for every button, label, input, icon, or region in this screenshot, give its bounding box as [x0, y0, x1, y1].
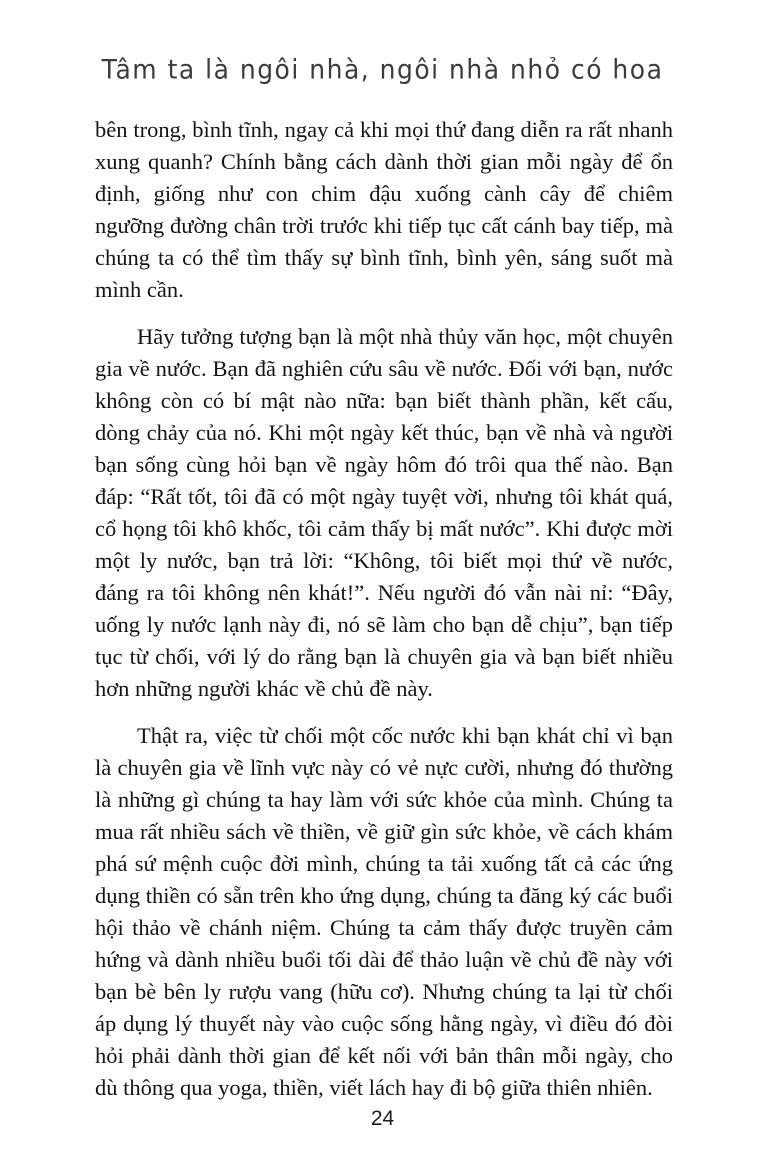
paragraph-1: bên trong, bình tĩnh, ngay cả khi mọi thứ đang diễn ra rất nhanh xung quanh? Chính bằng cách dành thời gian mỗi ngày để ổn định, giống như con chim đậu xuống cành cây để chiêm ngưỡng đường chân trời trước khi tiếp tục cất cánh bay tiếp, mà chúng ta có thể tìm thấy sự bình tĩnh, bình yên, sáng suốt mà mình cần.: [95, 117, 673, 302]
paragraph-3: Thật ra, việc từ chối một cốc nước khi bạn khát chỉ vì bạn là chuyên gia về lĩnh vực này có vẻ nực cười, nhưng đó thường là những gì chúng ta hay làm với sức khỏe của mình. Chúng ta mua rất nhiều sách về thiền, về giữ gìn sức khỏe, về cách khám phá sứ mệnh cuộc đời mình, chúng ta tải xuống tất cả các ứng dụng thiền có sẵn trên kho ứng dụng, chúng ta đăng ký các buổi hội thảo về chánh niệm. Chúng ta cảm thấy được truyền cảm hứng và dành nhiều buổi tối dài để thảo luận về chủ đề này với bạn bè bên ly rượu vang (hữu cơ). Nhưng chúng ta lại từ chối áp dụng lý thuyết này vào cuộc sống hằng ngày, vì điều đó đòi hỏi phải dành thời gian để kết nối với bản thân mỗi ngày, cho dù thông qua yoga, thiền, viết lách hay đi bộ giữa thiên nhiên.: [95, 723, 673, 1100]
body-text: [95, 114, 673, 1119]
page-number: 24: [370, 1107, 395, 1130]
paragraph-2: Hãy tưởng tượng bạn là một nhà thủy văn học, một chuyên gia về nước. Bạn đã nghiên cứu sâu về nước. Đối với bạn, nước không còn có bí mật nào nữa: bạn biết thành phần, kết cấu, dòng chảy của nó. Khi một ngày kết thúc, bạn về nhà và người bạn sống cùng hỏi bạn về ngày hôm đó trôi qua thế nào. Bạn đáp: “Rất tốt, tôi đã có một ngày tuyệt vời, nhưng tôi khát quá, cổ họng tôi khô khốc, tôi cảm thấy bị mất nước”. Khi được mời một ly nước, bạn trả lời: “Không, tôi biết mọi thứ về nước, đáng ra tôi không nên khát!”. Nếu người đó vẫn nài nỉ: “Đây, uống ly nước lạnh này đi, nó sẽ làm cho bạn dễ chịu”, bạn tiếp tục từ chối, với lý do rằng bạn là chuyên gia và bạn biết nhiều hơn những người khác về chủ đề này.: [95, 324, 673, 701]
running-head: Tâm ta là ngôi nhà, ngôi nhà nhỏ có hoa: [101, 53, 664, 86]
